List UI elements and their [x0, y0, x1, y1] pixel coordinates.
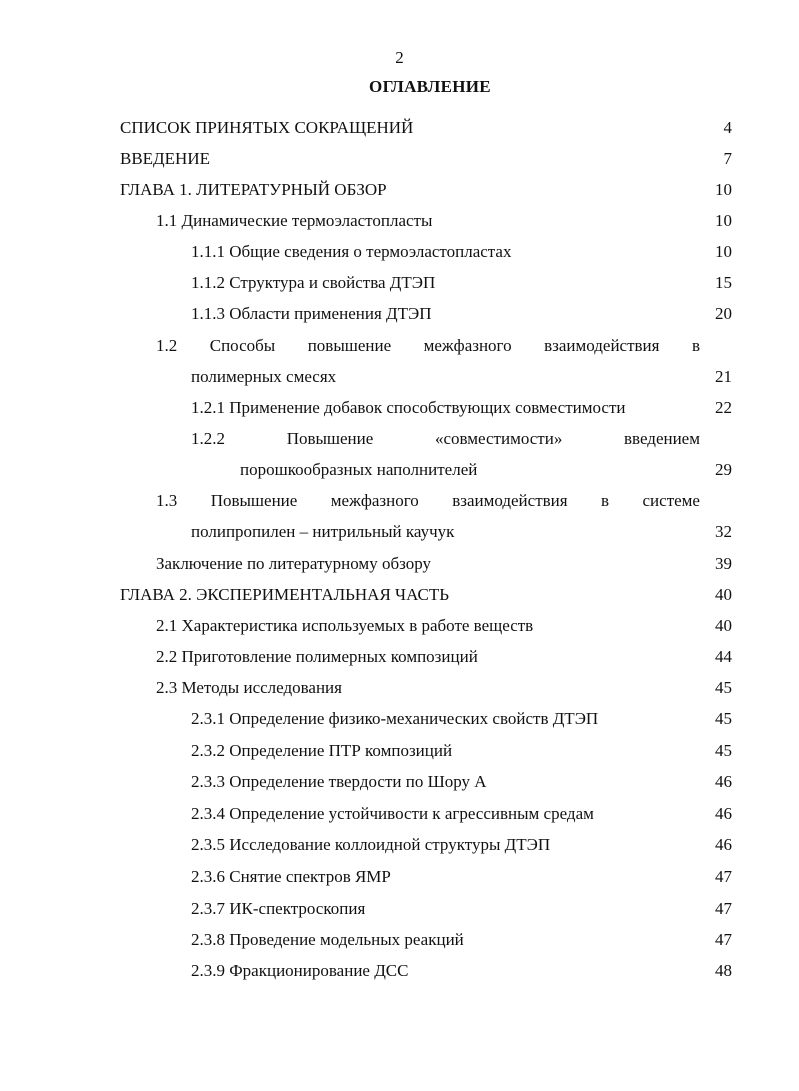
toc-entry-page: 15	[715, 273, 732, 292]
word: в	[691, 336, 700, 355]
toc-entry-title: СПИСОК ПРИНЯТЫХ СОКРАЩЕНИЙ	[120, 118, 414, 137]
toc-entry-page: 10	[715, 242, 732, 261]
page-number: 2	[395, 48, 404, 67]
toc-entry-continuation: порошкообразных наполнителей	[240, 460, 478, 479]
toc-entry-title: 2.3.1 Определение физико-механических свойств ДТЭП	[191, 709, 599, 728]
toc-entry-title: 2.3.3 Определение твердости по Шору А	[191, 772, 487, 791]
toc-entry-continuation: полипропилен – нитрильный каучук	[191, 522, 455, 541]
toc-entry-page: 46	[715, 835, 732, 854]
word: Повышение	[286, 429, 374, 448]
word: повышение	[307, 336, 392, 355]
toc-entry-title: 2.3.4 Определение устойчивости к агрессивным средам	[191, 804, 594, 823]
toc-entry-title: 2.3.6 Снятие спектров ЯМР	[191, 867, 391, 886]
toc-entry-page: 40	[715, 585, 732, 604]
word: Способы	[209, 336, 276, 355]
toc-entry-title: 1.1 Динамические термоэластопласты	[156, 211, 433, 230]
word: 1.3	[156, 491, 178, 510]
toc-entry-title: Заключение по литературному обзору	[156, 554, 431, 573]
toc-entry-title-justified	[191, 428, 700, 450]
toc-entry-page: 7	[723, 149, 732, 168]
toc-entry-page: 39	[715, 554, 732, 573]
toc-entry-page: 22	[715, 398, 732, 417]
page-title: ОГЛАВЛЕНИЕ	[369, 77, 491, 96]
toc-entry-title: 1.1.3 Области применения ДТЭП	[191, 304, 432, 323]
toc-entry-page: 10	[715, 180, 732, 199]
word: введением	[624, 429, 700, 448]
word: «совместимости»	[434, 429, 563, 448]
word: межфазного	[330, 491, 419, 510]
toc-entry-title: 2.3.2 Определение ПТР композиций	[191, 741, 453, 760]
toc-entry-title: 2.3 Методы исследования	[156, 678, 342, 697]
toc-entry-page: 4	[723, 118, 732, 137]
toc-entry-title: 2.3.7 ИК-спектроскопия	[191, 899, 366, 918]
toc-entry-page: 48	[715, 961, 732, 980]
word: в	[601, 491, 610, 510]
toc-entry-page: 45	[715, 709, 732, 728]
word: 1.2.2	[191, 429, 225, 448]
toc-entry-page: 20	[715, 304, 732, 323]
toc-entry-page: 46	[715, 804, 732, 823]
toc-entry-title: ГЛАВА 2. ЭКСПЕРИМЕНТАЛЬНАЯ ЧАСТЬ	[120, 585, 450, 604]
word: взаимодействия	[452, 491, 568, 510]
toc-entry-page: 10	[715, 211, 732, 230]
toc-entry-page: 46	[715, 772, 732, 791]
toc-entry-continuation: полимерных смесях	[191, 367, 337, 386]
toc-entry-title: 1.1.2 Структура и свойства ДТЭП	[191, 273, 436, 292]
word: межфазного	[423, 336, 512, 355]
word: системе	[642, 491, 700, 510]
toc-entry-title: ВВЕДЕНИЕ	[120, 149, 210, 168]
toc-entry-title: 2.2 Приготовление полимерных композиций	[156, 647, 478, 666]
toc-entry-page: 40	[715, 616, 732, 635]
toc-entry-page: 45	[715, 678, 732, 697]
toc-entry-title: 2.1 Характеристика используемых в работе веществ	[156, 616, 534, 635]
word: 1.2	[156, 336, 178, 355]
toc-entry-title-justified	[156, 490, 700, 512]
toc-entry-title: 2.3.5 Исследование коллоидной структуры ДТЭП	[191, 835, 551, 854]
toc-entry-title: 2.3.9 Фракционирование ДСС	[191, 961, 409, 980]
toc-entry-page: 21	[715, 367, 732, 386]
toc-entry-page: 32	[715, 522, 732, 541]
toc-entry-title: 1.1.1 Общие сведения о термоэластопластах	[191, 242, 512, 261]
toc-entry-page: 47	[715, 867, 732, 886]
toc-entry-title: 1.2.1 Применение добавок способствующих совместимости	[191, 398, 626, 417]
toc-entry-title: 2.3.8 Проведение модельных реакций	[191, 930, 464, 949]
toc-entry-page: 45	[715, 741, 732, 760]
toc-entry-page: 47	[715, 899, 732, 918]
toc-entry-title: ГЛАВА 1. ЛИТЕРАТУРНЫЙ ОБЗОР	[120, 180, 387, 199]
word: взаимодействия	[544, 336, 660, 355]
toc-entry-page: 44	[715, 647, 732, 666]
toc-entry-title-justified	[156, 335, 700, 357]
toc-entry-page: 47	[715, 930, 732, 949]
toc-entry-page: 29	[715, 460, 732, 479]
word: Повышение	[210, 491, 298, 510]
